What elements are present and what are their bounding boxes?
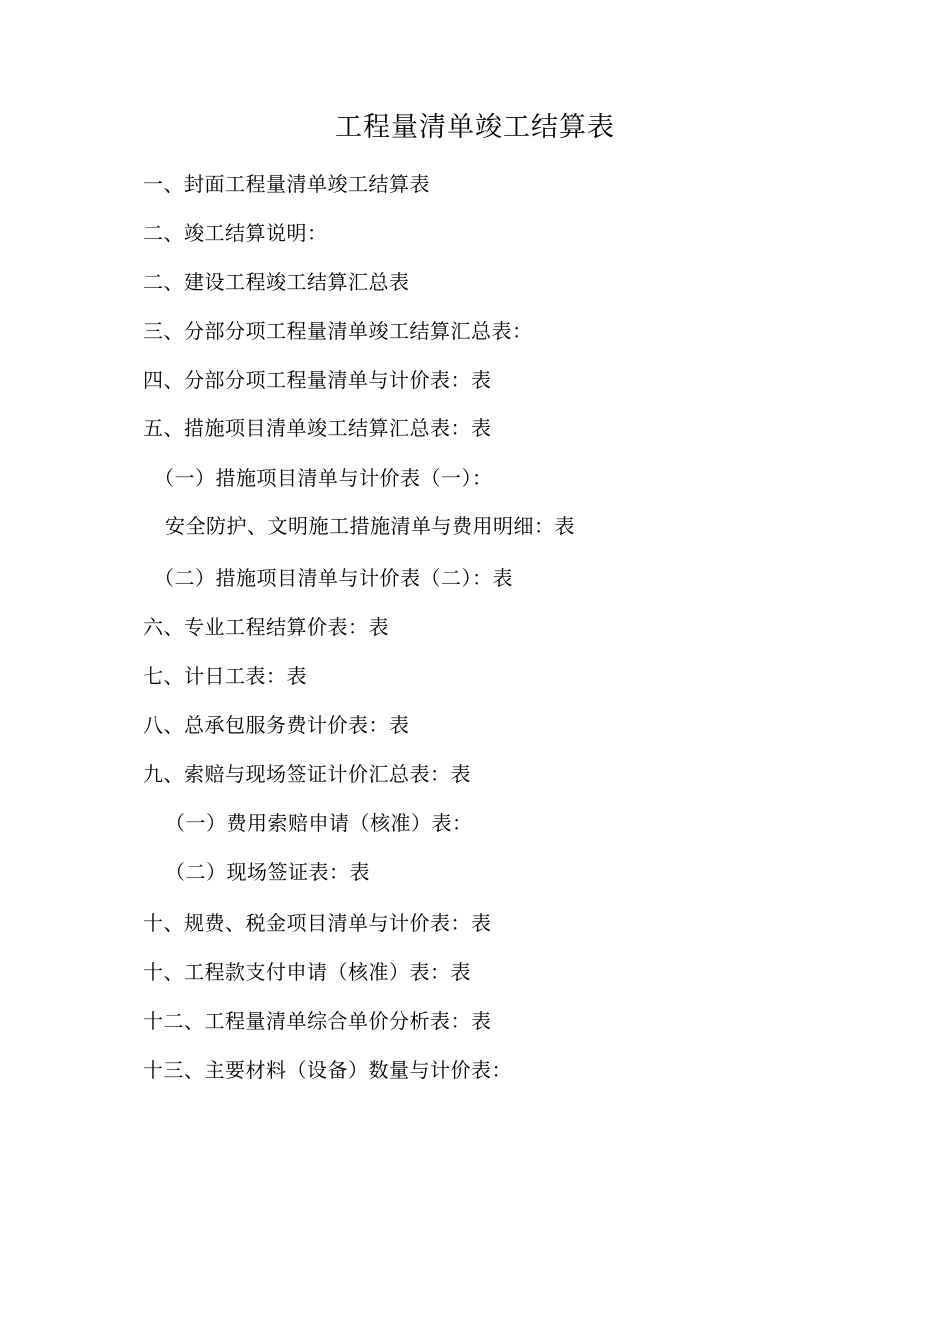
toc-item: 十、工程款支付申请（核准）表：表 <box>143 960 471 984</box>
toc-item: 七、计日工表：表 <box>143 664 307 688</box>
toc-item: 八、总承包服务费计价表：表 <box>143 713 410 737</box>
toc-item: 二、建设工程竣工结算汇总表 <box>143 270 410 294</box>
toc-sub-item: （二）现场签证表：表 <box>165 860 370 884</box>
toc-item: 九、索赔与现场签证计价汇总表：表 <box>143 762 471 786</box>
toc-sub-item: （二）措施项目清单与计价表（二）：表 <box>154 566 513 590</box>
toc-item: 十三、主要材料（设备）数量与计价表： <box>143 1058 512 1082</box>
toc-item: 十二、工程量清单综合单价分析表：表 <box>143 1009 492 1033</box>
toc-item: 四、分部分项工程量清单与计价表：表 <box>143 368 492 392</box>
toc-item: 二、竣工结算说明： <box>143 221 328 245</box>
toc-sub-item: （一）措施项目清单与计价表（一）： <box>154 466 493 490</box>
toc-sub-item: （一）费用索赔申请（核准）表： <box>165 811 473 835</box>
toc-item: 三、分部分项工程量清单竣工结算汇总表： <box>143 319 533 343</box>
toc-sub-item: 安全防护、文明施工措施清单与费用明细：表 <box>165 514 575 538</box>
document-title: 工程量清单竣工结算表 <box>335 112 615 143</box>
toc-item: 十、规费、税金项目清单与计价表：表 <box>143 911 492 935</box>
toc-item: 六、专业工程结算价表：表 <box>143 615 389 639</box>
toc-item: 一、封面工程量清单竣工结算表 <box>143 172 430 196</box>
toc-item: 五、措施项目清单竣工结算汇总表：表 <box>143 416 492 440</box>
